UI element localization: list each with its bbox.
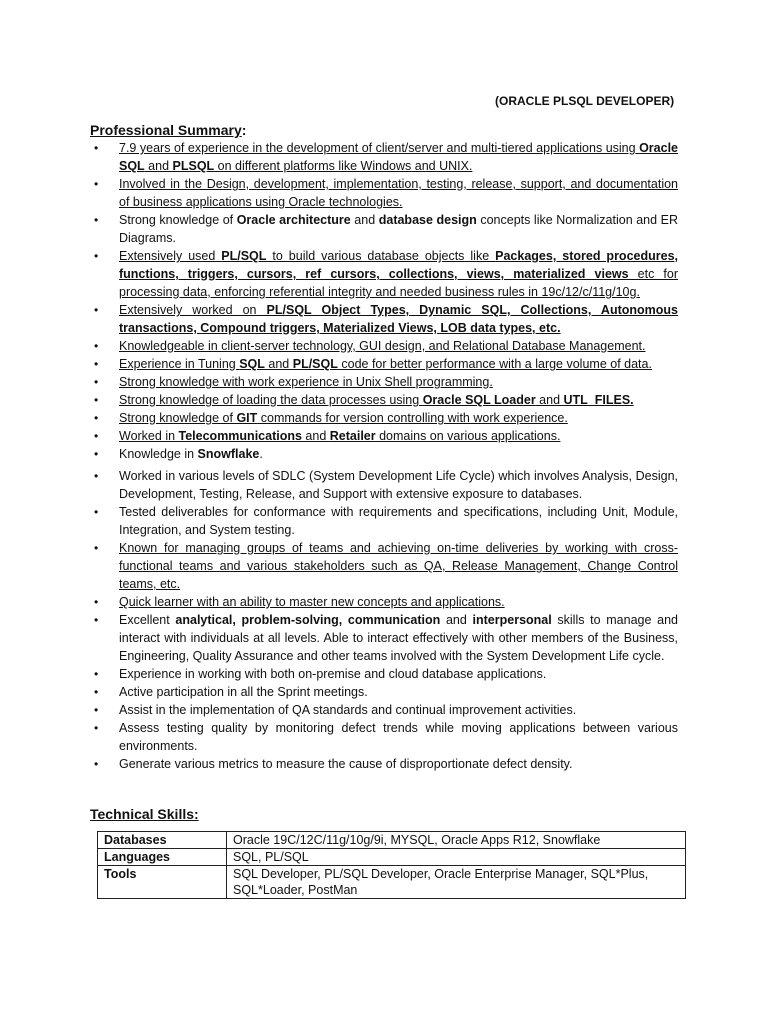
bullet-icon: • bbox=[94, 505, 99, 519]
bullet-text bbox=[119, 339, 645, 353]
bullet-icon: • bbox=[94, 721, 99, 735]
bullet-text bbox=[119, 685, 368, 699]
summary-bullet-item bbox=[90, 665, 678, 683]
summary-bullet-item bbox=[90, 467, 678, 503]
text-run: domains on various applications. bbox=[375, 429, 561, 443]
bullet-icon: • bbox=[94, 141, 99, 155]
text-run: and bbox=[440, 613, 473, 627]
bullet-text bbox=[119, 213, 678, 245]
text-run: Generate various metrics to measure the cause of disproportionate defect density. bbox=[119, 757, 573, 771]
bullet-text bbox=[119, 469, 678, 501]
bullet-text bbox=[119, 249, 678, 299]
summary-bullet-item bbox=[90, 247, 678, 301]
bullet-icon: • bbox=[94, 249, 99, 263]
skill-category: Databases bbox=[98, 832, 227, 849]
bullet-text bbox=[119, 447, 263, 461]
technical-skills-table bbox=[97, 831, 686, 899]
text-run: Experience in Tuning bbox=[119, 357, 240, 371]
bold-keyword: Retailer bbox=[329, 429, 376, 443]
text-run: 7.9 years of experience in the development of client/server and multi-tiered applications using bbox=[119, 141, 640, 155]
skill-values: Oracle 19C/12C/11g/10g/9i, MYSQL, Oracle Apps R12, Snowflake bbox=[227, 832, 686, 849]
text-run: Knowledgeable in client-server technology, GUI design, and Relational Database Management. bbox=[119, 339, 646, 353]
summary-list-secondary bbox=[90, 467, 678, 773]
bullet-text bbox=[119, 703, 576, 717]
summary-bullet-item bbox=[90, 337, 678, 355]
bullet-text bbox=[119, 411, 568, 425]
bold-keyword: PL/SQL bbox=[292, 357, 338, 371]
text-run: skills to manage and interact with individuals at all levels. Able to interact effectively with other members of the Business, Engineering, Quality Assurance and other teams involved with the System Development Life cycle. bbox=[119, 613, 678, 663]
bullet-text bbox=[119, 541, 678, 591]
bullet-icon: • bbox=[94, 393, 99, 407]
text-run: . bbox=[259, 447, 263, 461]
skill-category: Languages bbox=[98, 849, 227, 866]
bullet-text bbox=[119, 393, 634, 407]
summary-bullet-item bbox=[90, 373, 678, 391]
summary-bullet-item bbox=[90, 211, 678, 247]
text-run: on different platforms like Windows and UNIX. bbox=[214, 159, 473, 173]
bold-keyword: UTL_FILES. bbox=[563, 393, 634, 407]
text-run: Extensively worked on bbox=[119, 303, 267, 317]
text-run: Assess testing quality by monitoring defect trends while moving applications between various environments. bbox=[119, 721, 678, 753]
bold-keyword: Telecommunications bbox=[178, 429, 302, 443]
bullet-icon: • bbox=[94, 339, 99, 353]
skill-values: SQL, PL/SQL bbox=[227, 849, 686, 866]
bullet-text bbox=[119, 505, 678, 537]
bullet-icon: • bbox=[94, 375, 99, 389]
bullet-text bbox=[119, 667, 546, 681]
summary-bullet-item bbox=[90, 445, 678, 463]
text-run: Strong knowledge of bbox=[119, 213, 237, 227]
text-run: and bbox=[350, 213, 379, 227]
bullet-icon: • bbox=[94, 177, 99, 191]
text-run: Worked in bbox=[119, 429, 179, 443]
bullet-icon: • bbox=[94, 447, 99, 461]
summary-bullet-item bbox=[90, 683, 678, 701]
summary-bullet-item bbox=[90, 409, 678, 427]
summary-bullet-item bbox=[90, 539, 678, 593]
bold-keyword: Snowflake bbox=[197, 447, 260, 461]
bold-keyword: PL/SQL Object Types, Dynamic SQL, Collections, Autonomous transactions, Compound triggers, Materialized Views, LOB data types, etc. bbox=[119, 303, 678, 335]
skills-table-row bbox=[98, 849, 686, 866]
summary-bullet-item bbox=[90, 503, 678, 539]
bold-keyword: analytical, problem-solving, communication bbox=[175, 613, 441, 627]
bullet-icon: • bbox=[94, 411, 99, 425]
summary-bullet-item bbox=[90, 427, 678, 445]
bold-keyword: Oracle architecture bbox=[236, 213, 351, 227]
text-run: and bbox=[144, 159, 173, 173]
summary-bullet-item bbox=[90, 755, 678, 773]
text-run: Active participation in all the Sprint meetings. bbox=[119, 685, 368, 699]
technical-skills-table-body bbox=[98, 832, 686, 899]
professional-summary-heading-colon: : bbox=[241, 122, 247, 138]
bullet-text bbox=[119, 177, 678, 209]
text-run: Worked in various levels of SDLC (System Development Life Cycle) which involves Analysis, Design, Development, Testing, Release, and Support with extensive exposure to databases. bbox=[119, 469, 678, 501]
text-run: Tested deliverables for conformance with requirements and specifications, including Unit, Module, Integration, and System testing. bbox=[119, 505, 678, 537]
bullet-icon: • bbox=[94, 213, 99, 227]
text-run: Quick learner with an ability to master new concepts and applications. bbox=[119, 595, 505, 609]
text-run: to build various database objects like bbox=[266, 249, 496, 263]
bullet-text bbox=[119, 375, 493, 389]
bullet-text bbox=[119, 613, 678, 663]
text-run: Strong knowledge of bbox=[119, 411, 237, 425]
bullet-icon: • bbox=[94, 541, 99, 555]
text-run: concepts like Normalization and ER Diagrams. bbox=[119, 213, 678, 245]
bullet-text bbox=[119, 595, 505, 609]
bullet-icon: • bbox=[94, 613, 99, 627]
summary-bullet-item bbox=[90, 719, 678, 755]
bullet-icon: • bbox=[94, 469, 99, 483]
text-run: Extensively used bbox=[119, 249, 222, 263]
bullet-text bbox=[119, 303, 678, 335]
bullet-text bbox=[119, 357, 652, 371]
bullet-text bbox=[119, 429, 560, 443]
professional-summary-heading bbox=[90, 122, 246, 138]
summary-list-primary bbox=[90, 139, 678, 463]
professional-summary-heading-text: Professional Summary bbox=[90, 122, 242, 138]
text-run: and bbox=[301, 429, 330, 443]
bold-keyword: PLSQL bbox=[172, 159, 215, 173]
text-run: Involved in the Design, development, implementation, testing, release, support, and documentation of business applications using Oracle technologies. bbox=[119, 177, 678, 209]
bold-keyword: Packages, stored procedures, functions, triggers, cursors, ref cursors, collections, views, materialized views bbox=[119, 249, 678, 281]
text-run: commands for version controlling with work experience. bbox=[257, 411, 568, 425]
bold-keyword: SQL bbox=[239, 357, 265, 371]
summary-bullet-item bbox=[90, 611, 678, 665]
summary-bullet-item bbox=[90, 139, 678, 175]
bullet-icon: • bbox=[94, 685, 99, 699]
technical-skills-heading: Technical Skills: bbox=[90, 806, 199, 822]
skills-table-row bbox=[98, 866, 686, 899]
bullet-icon: • bbox=[94, 667, 99, 681]
bullet-text bbox=[119, 757, 572, 771]
text-run: and bbox=[264, 357, 293, 371]
text-run: Strong knowledge with work experience in Unix Shell programming. bbox=[119, 375, 493, 389]
text-run: Knowledge in bbox=[119, 447, 198, 461]
text-run: Strong knowledge of loading the data processes using bbox=[119, 393, 423, 407]
summary-bullet-item bbox=[90, 701, 678, 719]
bold-keyword: Oracle SQL bbox=[119, 141, 678, 173]
bullet-icon: • bbox=[94, 595, 99, 609]
skill-values: SQL Developer, PL/SQL Developer, Oracle Enterprise Manager, SQL*Plus, SQL*Loader, PostMan bbox=[227, 866, 686, 899]
text-run: etc for processing data, enforcing referential integrity and needed business rules in 19c/12/c/11g/10g. bbox=[119, 267, 678, 299]
skills-table-row bbox=[98, 832, 686, 849]
text-run: code for better performance with a large volume of data. bbox=[337, 357, 652, 371]
bullet-icon: • bbox=[94, 757, 99, 771]
summary-bullet-item bbox=[90, 355, 678, 373]
bullet-icon: • bbox=[94, 357, 99, 371]
bullet-icon: • bbox=[94, 303, 99, 317]
text-run: Assist in the implementation of QA standards and continual improvement activities. bbox=[119, 703, 577, 717]
skill-category: Tools bbox=[98, 866, 227, 899]
bold-keyword: PL/SQL bbox=[221, 249, 267, 263]
text-run: Excellent bbox=[119, 613, 176, 627]
bold-keyword: GIT bbox=[236, 411, 258, 425]
summary-bullet-item bbox=[90, 593, 678, 611]
bold-keyword: database design bbox=[378, 213, 477, 227]
bullet-icon: • bbox=[94, 703, 99, 717]
text-run: and bbox=[535, 393, 564, 407]
bullet-text bbox=[119, 141, 678, 173]
summary-bullet-item bbox=[90, 391, 678, 409]
role-title: (ORACLE PLSQL DEVELOPER) bbox=[495, 94, 675, 108]
bullet-text bbox=[119, 721, 678, 753]
bold-keyword: Oracle SQL Loader bbox=[422, 393, 536, 407]
summary-bullet-item bbox=[90, 301, 678, 337]
bold-keyword: interpersonal bbox=[472, 613, 552, 627]
bullet-icon: • bbox=[94, 429, 99, 443]
text-run: Known for managing groups of teams and achieving on-time deliveries by working with cross-functional teams and various stakeholders such as QA, Release Management, Change Control teams, etc. bbox=[119, 541, 678, 591]
summary-bullet-item bbox=[90, 175, 678, 211]
text-run: Experience in working with both on-premise and cloud database applications. bbox=[119, 667, 547, 681]
